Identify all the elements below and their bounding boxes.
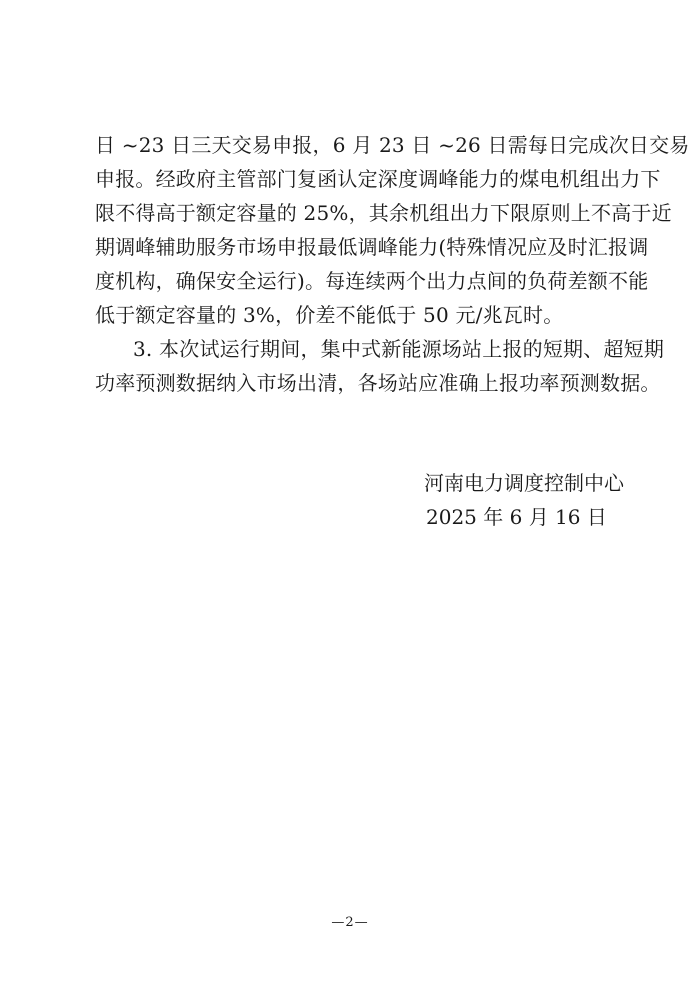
signature-date: 2025 年 6 月 16 日 — [426, 505, 607, 529]
body-text-line: 3. 本次试运行期间，集中式新能源场站上报的短期、超短期 — [133, 337, 665, 361]
body-text-line: 度机构，确保安全运行)。每连续两个出力点间的负荷差额不能 — [95, 269, 649, 293]
body-text-line: 低于额定容量的 3%，价差不能低于 50 元/兆瓦时。 — [95, 303, 564, 327]
body-text-line: 限不得高于额定容量的 25%，其余机组出力下限原则上不高于近 — [95, 201, 672, 225]
body-text-line: 期调峰辅助服务市场申报最低调峰能力(特殊情况应及时汇报调 — [95, 235, 649, 259]
body-text-line: 功率预测数据纳入市场出清，各场站应准确上报功率预测数据。 — [95, 371, 661, 395]
body-text-line: 申报。经政府主管部门复函认定深度调峰能力的煤电机组出力下 — [95, 167, 661, 191]
signature-organization: 河南电力调度控制中心 — [424, 471, 624, 495]
body-text-line: 日 ~23 日三天交易申报，6 月 23 日 ~26 日需每日完成次日交易 — [95, 133, 690, 157]
page-number: —2— — [331, 915, 369, 930]
